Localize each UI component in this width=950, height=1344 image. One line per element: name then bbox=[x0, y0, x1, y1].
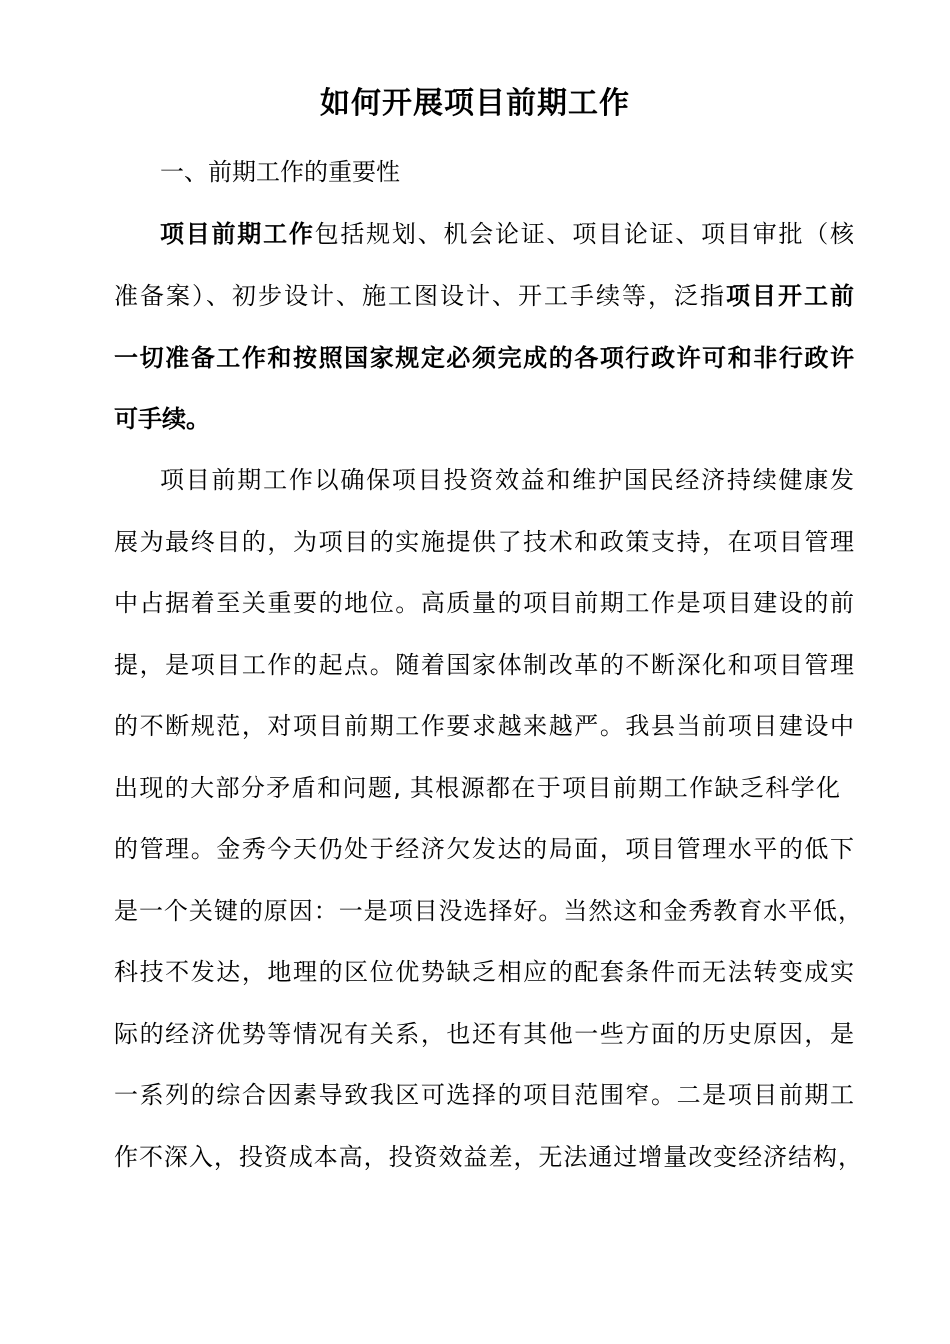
paragraph-2-line: 出现的大部分矛盾和问题, 其根源都在于项目前期工作缺乏科学化 bbox=[114, 774, 840, 802]
bold-term: 项目前期工作 bbox=[160, 220, 315, 248]
paragraph-2-line: 的管理。金秀今天仍处于经济欠发达的局面，项目管理水平的低下 bbox=[114, 835, 854, 863]
paragraph-2-line: 项目前期工作以确保项目投资效益和维护国民经济持续健康发 bbox=[160, 466, 854, 494]
bold-term: 项目开工前 bbox=[726, 282, 854, 310]
paragraph-1-line-1 bbox=[160, 216, 854, 252]
paragraph-text: 包括规划、机会论证、项目论证、项目审批（核 bbox=[314, 220, 855, 248]
paragraph-2-line: 是一个关键的原因：一是项目没选择好。当然这和金秀教育水平低， bbox=[114, 897, 862, 925]
paragraph-2-line: 科技不发达，地理的区位优势缺乏相应的配套条件而无法转变成实 bbox=[114, 958, 854, 986]
paragraph-2-line: 一系列的综合因素导致我区可选择的项目范围窄。二是项目前期工 bbox=[114, 1081, 854, 1109]
paragraph-1-line-3 bbox=[114, 340, 854, 376]
paragraph-1-line-4 bbox=[114, 401, 854, 437]
section-heading: 一、前期工作的重要性 bbox=[160, 158, 400, 186]
paragraph-1-line-2 bbox=[114, 278, 854, 314]
paragraph-2-line: 提，是项目工作的起点。随着国家体制改革的不断深化和项目管理 bbox=[114, 651, 854, 679]
paragraph-2-line: 的不断规范，对项目前期工作要求越来越严。我县当前项目建设中 bbox=[114, 712, 854, 740]
paragraph-text: 准备案）、初步设计、施工图设计、开工手续等，泛指 bbox=[114, 282, 726, 310]
paragraph-2-line: 中占据着至关重要的地位。高质量的项目前期工作是项目建设的前 bbox=[114, 589, 854, 617]
paragraph-2-line: 作不深入，投资成本高，投资效益差，无法通过增量改变经济结构， bbox=[114, 1143, 862, 1171]
document-title: 如何开展项目前期工作 bbox=[320, 86, 630, 121]
bold-term: 可手续。 bbox=[114, 405, 210, 433]
bold-term: 一切准备工作和按照国家规定必须完成的各项行政许可和非行政许 bbox=[114, 344, 854, 372]
paragraph-2-line: 展为最终目的，为项目的实施提供了技术和政策支持，在项目管理 bbox=[114, 528, 854, 556]
paragraph-2-line: 际的经济优势等情况有关系，也还有其他一些方面的历史原因，是 bbox=[114, 1020, 854, 1048]
